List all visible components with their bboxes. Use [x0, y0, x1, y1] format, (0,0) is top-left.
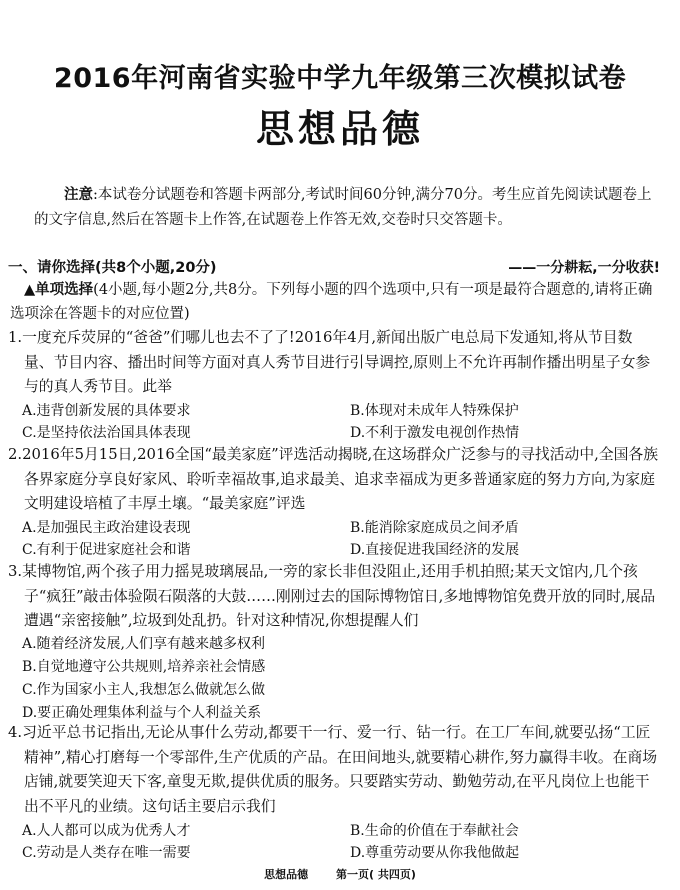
footer-subject: 思想品德 — [264, 868, 309, 881]
option-d: D.不利于激发电视创作热情 — [350, 425, 520, 441]
section-header — [8, 257, 660, 279]
question-2 — [8, 443, 660, 517]
option-b: B.自觉地遵守公共规则,培养亲社会情感 — [22, 659, 266, 675]
option-c: C.有利于促进家庭社会和谐 — [22, 542, 191, 558]
notice-text: :本试卷分试题卷和答题卡两部分,考试时间60分钟,满分70分。考生应首先阅读试题卷上的文字信息,然后在答题卡上作答,在试题卷上作答无效,交卷时只交答题卡。 — [34, 187, 652, 228]
option-d: D.尊重劳动要从你我他做起 — [350, 845, 520, 861]
section-heading: 一、请你选择(共8个小题,20分) — [8, 260, 217, 276]
subject-title: 思想品德 — [255, 106, 424, 151]
option-c: C.是坚持依法治国具体表现 — [22, 425, 191, 441]
option-c: C.作为国家小主人,我想怎么做就怎么做 — [22, 682, 266, 698]
option-b: B.生命的价值在于奉献社会 — [350, 823, 519, 839]
notice-paragraph — [34, 183, 654, 233]
option-a: A.违背创新发展的具体要求 — [22, 403, 191, 419]
option-b: B.体现对未成年人特殊保护 — [350, 403, 519, 419]
subsection-label: ▲单项选择 — [24, 282, 94, 298]
subsection-text: (4小题,每小题2分,共8分。下列每小题的四个选项中,只有一项是最符合题意的,请将正确选项涂在答题卡的对应位置) — [10, 282, 653, 322]
option-a: A.随着经济发展,人们享有越来越多权利 — [22, 636, 266, 652]
question-stem: 3.某博物馆,两个孩子用力摇晃玻璃展品,一旁的家长非但没阻止,还用手机拍照;某天文馆内,几个孩子“疯狂”敲击体验陨石陨落的大鼓……刚刚过去的国际博物馆日,多地博物馆免费开放的同时,展品遭遇“亲密接触”,垃圾到处乱扔。针对这种情况,你想提醒人们 — [8, 563, 656, 629]
option-d: D.要正确处理集体利益与个人利益关系 — [22, 705, 262, 721]
question-stem: 4.习近平总书记指出,无论从事什么劳动,都要干一行、爱一行、钻一行。在工厂车间,就要弘扬“工匠精神”,精心打磨每一个零部件,生产优质的产品。在田间地头,就要精心耕作,努力赢得丰收。在商场店铺,就要笑迎天下客,童叟无欺,提供优质的服务。只要踏实劳动、勤勉劳动,在平凡岗位上也能干出不平凡的业绩。这句话主要启示我们 — [8, 724, 658, 815]
page-footer — [0, 866, 680, 882]
footer-page-number: 第一页( 共四页) — [335, 868, 416, 881]
question-4 — [8, 721, 660, 819]
option-d: D.直接促进我国经济的发展 — [350, 542, 520, 558]
option-a: A.是加强民主政治建设表现 — [22, 520, 191, 536]
question-stem: 1.一度充斥荧屏的“爸爸”们哪儿也去不了了!2016年4月,新闻出版广电总局下发通知,将从节目数量、节目内容、播出时间等方面对真人秀节目进行引导调控,原则上不允许再制作播出明星子女参与的真人秀节目。此举 — [8, 329, 651, 395]
question-3 — [8, 560, 660, 634]
question-stem: 2.2016年5月15日,2016全国“最美家庭”评选活动揭晓,在这场群众广泛参与的寻找活动中,全国各族各界家庭分享良好家风、聆听幸福故事,追求最美、追求幸福成为更多普通家庭的努力方向,为家庭文明建设培植了丰厚土壤。“最美家庭”评选 — [8, 446, 659, 512]
question-1 — [8, 326, 660, 400]
option-c: C.劳动是人类存在唯一需要 — [22, 845, 191, 861]
option-b: B.能消除家庭成员之间矛盾 — [350, 520, 519, 536]
notice-label: 注意 — [64, 187, 93, 203]
option-a: A.人人都可以成为优秀人才 — [22, 823, 191, 839]
exam-title: 2016年河南省实验中学九年级第三次模拟试卷 — [53, 63, 627, 94]
section-motto: ——一分耕耘,一分收获! — [508, 260, 660, 276]
subsection-instructions — [10, 278, 658, 326]
